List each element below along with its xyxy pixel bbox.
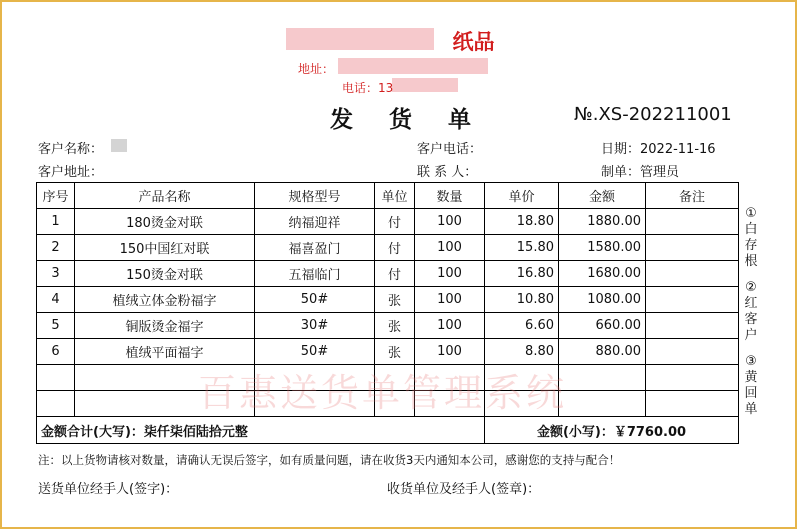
cell-note	[646, 209, 739, 235]
redacted-address	[338, 58, 488, 74]
cell-spec: 五福临门	[255, 261, 375, 287]
cell-amount: 880.00	[559, 339, 646, 365]
maker-value: 管理员	[640, 165, 680, 180]
cell-name: 植绒平面福字	[75, 339, 255, 365]
footer-note: 注：以上货物请核对数量，请确认无误后签字，如有质量问题，请在收货3天内通知本公司，感谢您的支持与配合！	[38, 453, 621, 467]
table-row	[37, 339, 739, 365]
table-row	[37, 313, 739, 339]
cell-price: 6.60	[485, 313, 559, 339]
col-header: 数量	[415, 183, 485, 209]
receiver-signature-label: 收货单位及经手人(签章)：	[387, 482, 541, 497]
cell-name: 植绒立体金粉福字	[75, 287, 255, 313]
cell-price: 15.80	[485, 235, 559, 261]
cell-amount: 1680.00	[559, 261, 646, 287]
table-row	[37, 235, 739, 261]
side-label-white-stub: ①白存根	[744, 206, 758, 269]
cell-note	[646, 287, 739, 313]
col-header: 序号	[37, 183, 75, 209]
customer-address-label: 客户地址：	[38, 165, 104, 180]
maker-field: 制单：管理员	[601, 165, 680, 180]
col-header: 金额	[559, 183, 646, 209]
cell-unit: 张	[375, 287, 415, 313]
col-header: 备注	[646, 183, 739, 209]
cell-note	[646, 339, 739, 365]
cell-name: 铜版烫金福字	[75, 313, 255, 339]
cell-spec: 50#	[255, 339, 375, 365]
table-row	[37, 261, 739, 287]
cell-price: 10.80	[485, 287, 559, 313]
cell-unit: 付	[375, 209, 415, 235]
cell-name: 180烫金对联	[75, 209, 255, 235]
cell-spec: 50#	[255, 287, 375, 313]
total-amount: 金额(小写)：￥7760.00	[485, 417, 739, 444]
cell-price: 8.80	[485, 339, 559, 365]
watermark: 百惠送货单管理系统	[198, 371, 568, 415]
cell-unit: 付	[375, 261, 415, 287]
cell-qty: 100	[415, 339, 485, 365]
cell-price: 18.80	[485, 209, 559, 235]
cell-qty: 100	[415, 261, 485, 287]
cell-no: 2	[37, 235, 75, 261]
date-field: 日期：2022-11-16	[601, 142, 716, 157]
cell-amount: 1880.00	[559, 209, 646, 235]
cell-name: 150中国红对联	[75, 235, 255, 261]
col-header: 单位	[375, 183, 415, 209]
table-row	[37, 209, 739, 235]
table-row	[37, 287, 739, 313]
cell-no: 3	[37, 261, 75, 287]
document-title: 发 货 单	[330, 106, 486, 133]
col-header: 规格型号	[255, 183, 375, 209]
col-header: 产品名称	[75, 183, 255, 209]
cell-note	[646, 235, 739, 261]
cell-unit: 张	[375, 339, 415, 365]
sender-signature-label: 送货单位经手人(签字)：	[38, 482, 179, 497]
redacted-customer-name	[111, 139, 127, 152]
cell-no: 1	[37, 209, 75, 235]
phone-line: 电话：13	[342, 81, 394, 95]
address-label: 地址：	[298, 62, 335, 76]
date-value: 2022-11-16	[640, 142, 716, 157]
total-words: 金额合计(大写)：柒仟柒佰陆拾元整	[37, 417, 485, 444]
cell-amount: 1580.00	[559, 235, 646, 261]
cell-name: 150烫金对联	[75, 261, 255, 287]
redacted-phone	[392, 78, 458, 92]
customer-phone-label: 客户电话：	[417, 142, 483, 157]
cell-note	[646, 313, 739, 339]
side-label-yellow-receipt: ③黄回单	[744, 354, 758, 417]
contact-label: 联 系 人：	[417, 165, 478, 180]
cell-spec: 30#	[255, 313, 375, 339]
cell-price: 16.80	[485, 261, 559, 287]
cell-qty: 100	[415, 209, 485, 235]
side-label-red-customer: ②红客户	[744, 280, 758, 343]
cell-spec: 福喜盈门	[255, 235, 375, 261]
col-header: 单价	[485, 183, 559, 209]
table-header-row	[37, 183, 739, 209]
company-name: 纸品	[452, 30, 495, 54]
cell-qty: 100	[415, 287, 485, 313]
customer-name-label: 客户名称：	[38, 142, 104, 157]
cell-spec: 纳福迎祥	[255, 209, 375, 235]
cell-qty: 100	[415, 313, 485, 339]
cell-amount: 1080.00	[559, 287, 646, 313]
total-row	[37, 417, 739, 444]
cell-note	[646, 261, 739, 287]
cell-no: 4	[37, 287, 75, 313]
document-number: №.XS-202211001	[574, 104, 732, 125]
cell-no: 6	[37, 339, 75, 365]
cell-no: 5	[37, 313, 75, 339]
cell-unit: 付	[375, 235, 415, 261]
cell-amount: 660.00	[559, 313, 646, 339]
cell-qty: 100	[415, 235, 485, 261]
cell-unit: 张	[375, 313, 415, 339]
